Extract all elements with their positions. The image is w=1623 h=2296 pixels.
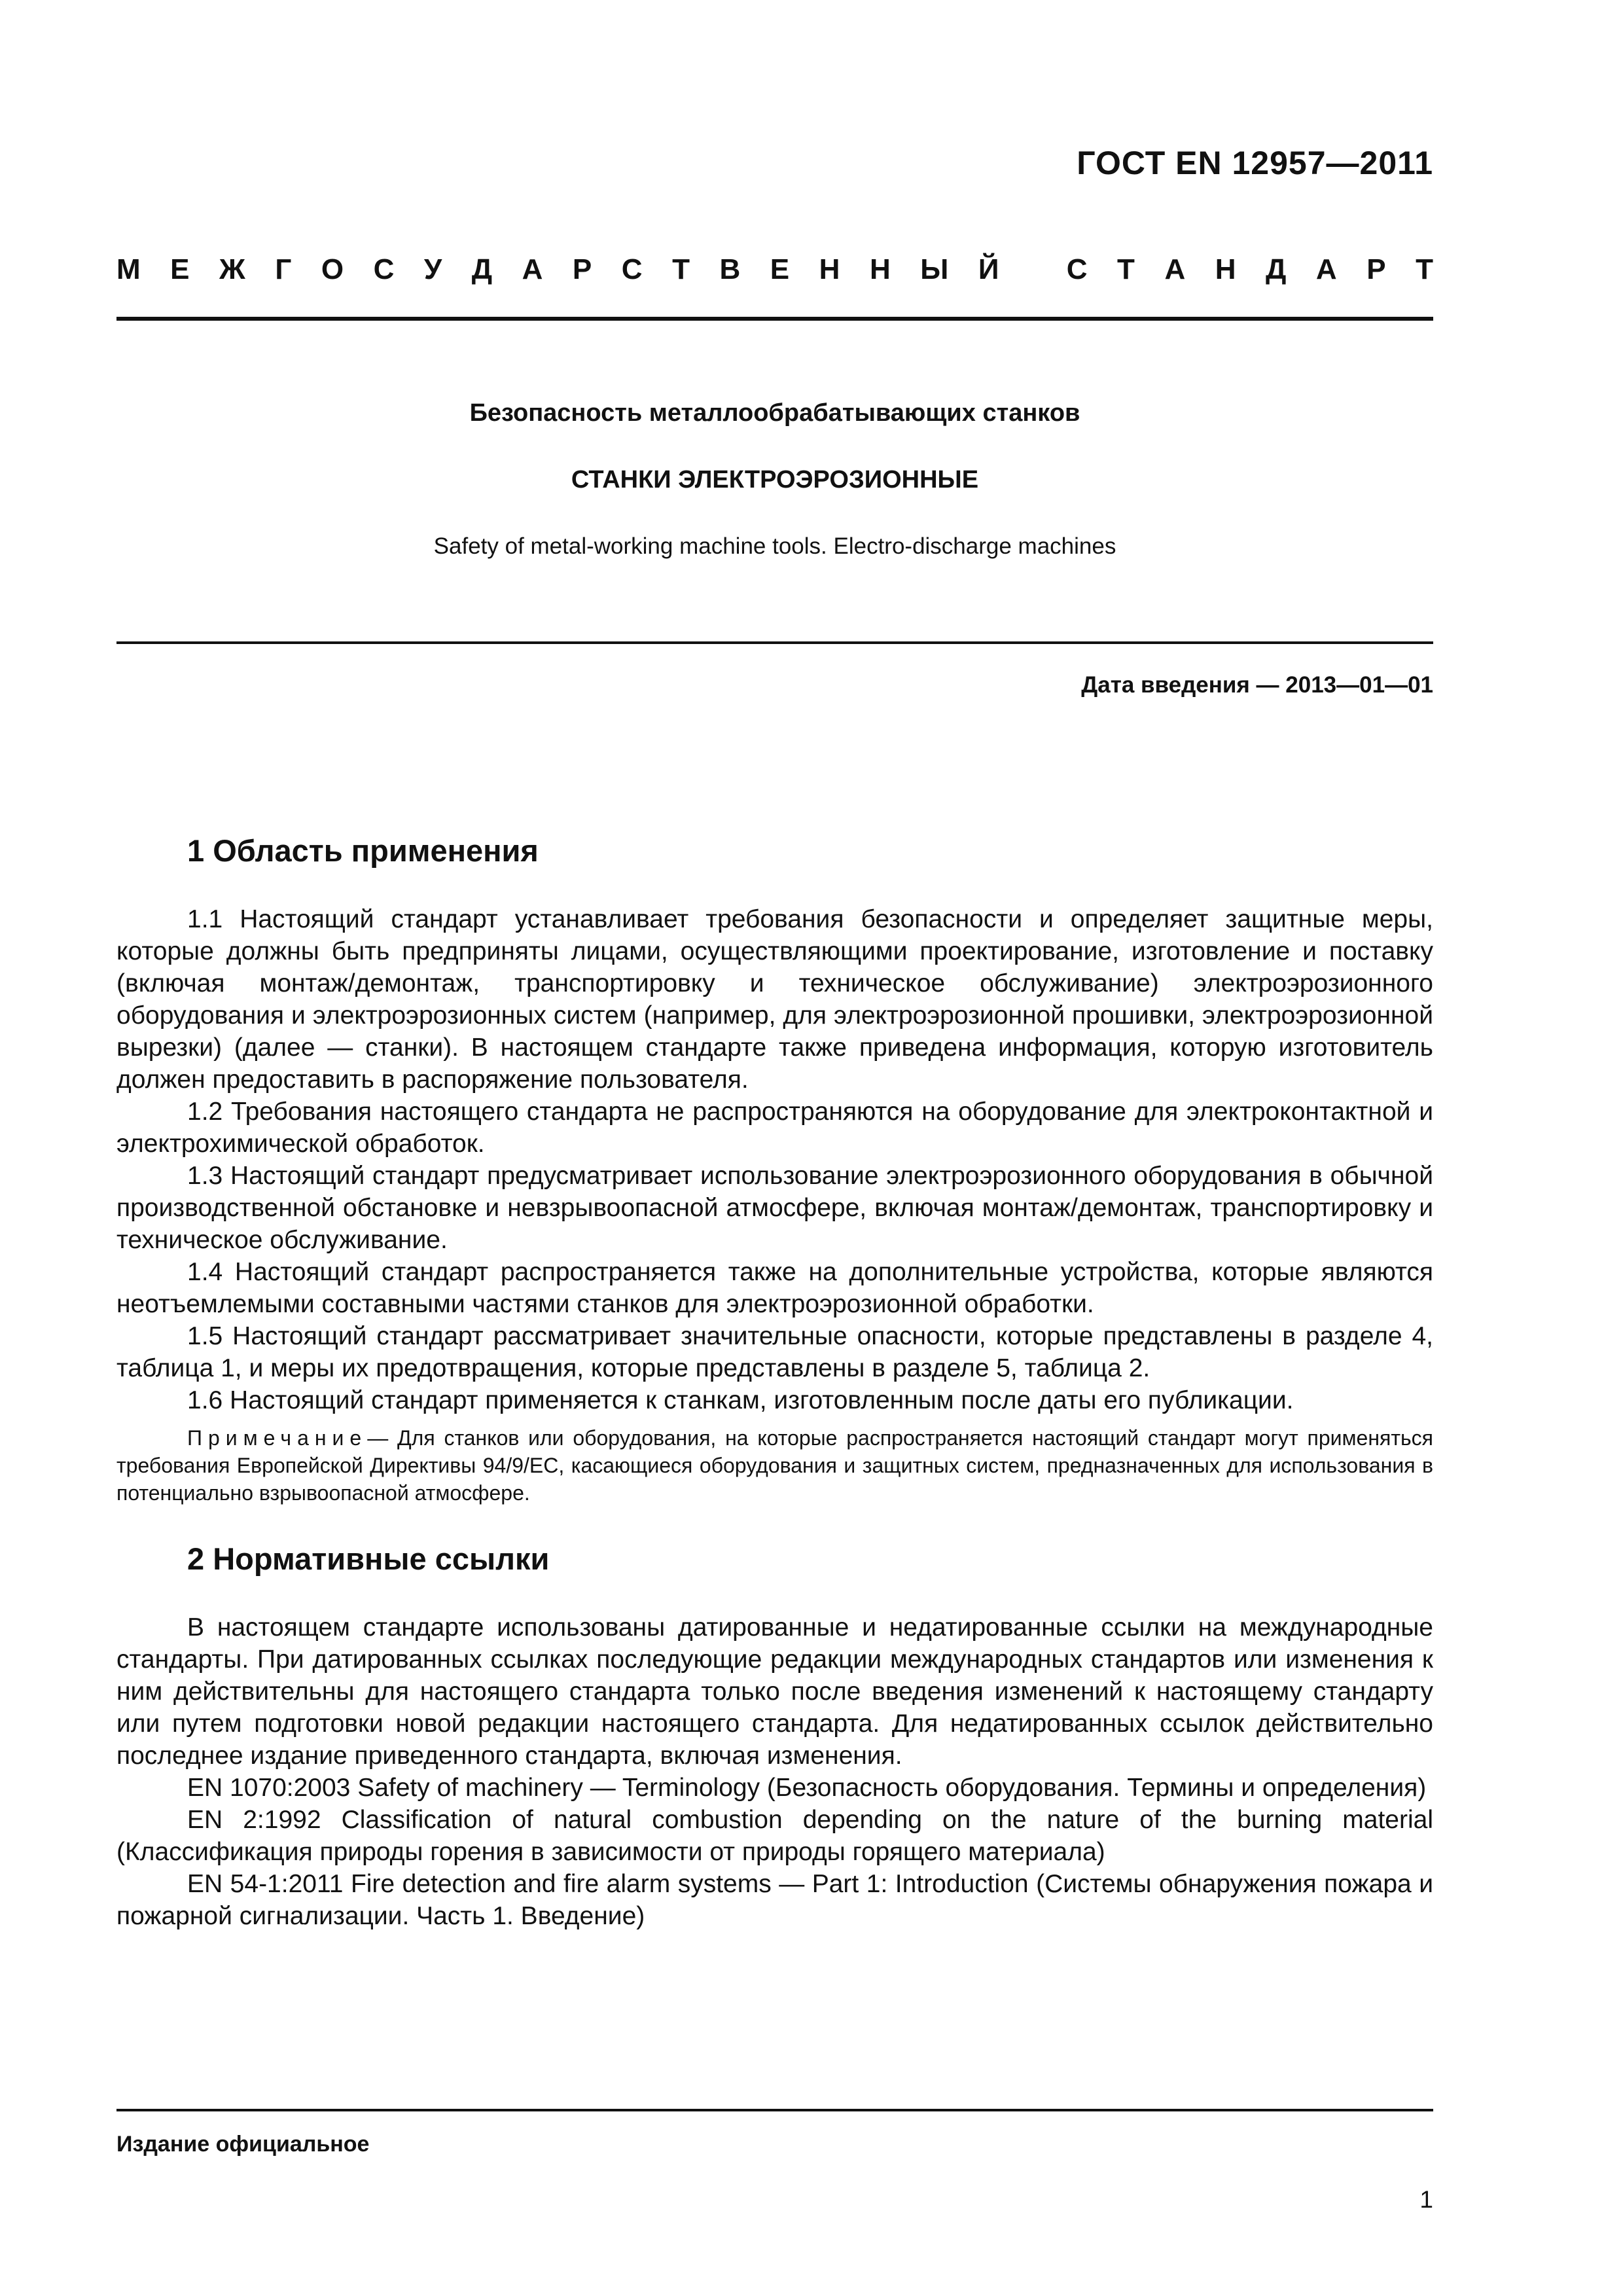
banner-letter: Т xyxy=(1416,253,1433,285)
banner-letter: Н xyxy=(869,253,891,285)
banner-gap xyxy=(1029,253,1037,286)
banner-letter: В xyxy=(719,253,741,285)
banner-letter: Ы xyxy=(920,253,949,285)
banner-letter: М xyxy=(116,253,141,285)
document-code: ГОСТ EN 12957—2011 xyxy=(1077,145,1433,181)
paragraph: 1.6 Настоящий стандарт применяется к станкам, изготовленным после даты его публикации. xyxy=(187,1386,1294,1414)
banner-letter: Т xyxy=(1117,253,1135,285)
header-divider xyxy=(116,317,1433,321)
paragraph: 1.1 Настоящий стандарт устанавливает требования безопасности и определяет защитные меры, которые должны быть предприняты лицами, осуществляющими проектирование, изготовление и поставку (включая монтаж/демонтаж, транспортировку и техническое обслуживание) электроэрозионного оборудования и электроэрозионных систем (например, для электроэрозионной прошивки, электроэрозионной вырезки) (далее — станки). В настоящем стандарте также приведена информация, которую изготовитель должен предоставить в распоряжение пользователя. xyxy=(116,905,1433,1094)
banner-letter: Г xyxy=(275,253,292,285)
banner-letter: Е xyxy=(170,253,190,285)
interstate-standard-banner xyxy=(116,253,1433,286)
banner-letter: Т xyxy=(672,253,690,285)
section-heading: 1 Область применения xyxy=(187,833,539,868)
note xyxy=(116,1424,1433,1507)
paragraph: 1.3 Настоящий стандарт предусматривает использование электроэрозионного оборудования в обычной производственной обстановке и невзрывоопасной атмосфере, включая монтаж/демонтаж, транспортировку и техническое обслуживание. xyxy=(116,1162,1433,1254)
banner-letter: Д xyxy=(1266,253,1287,285)
note-text: — Для станков или оборудования, на которые распространяется настоящий стандарт могут применяться требования Европейской Директивы 94/9/ЕС, касающиеся оборудования и защитных систем, предназначенных для использования в потенциально взрывоопасной атмосфере. xyxy=(116,1426,1433,1505)
reference-item: EN 54-1:2011 Fire detection and fire alarm systems — Part 1: Introduction (Системы обнаружения пожара и пожарной сигнализации. Часть 1. Введение) xyxy=(116,1870,1433,1930)
introduction-date: Дата введения — 2013—01—01 xyxy=(1081,672,1433,698)
paragraph: В настоящем стандарте использованы датированные и недатированные ссылки на международные стандарты. При датированных ссылках последующие редакции международных стандартов или изменения к ним действительны для настоящего стандарта только после введения изменений к настоящему стандарту или путем подготовки новой редакции настоящего стандарта. Для недатированных ссылок действительно последнее издание приведенного стандарта, включая изменения. xyxy=(116,1613,1433,1770)
banner-letter: Й xyxy=(978,253,999,285)
section-scope xyxy=(116,831,1433,1932)
footer-divider xyxy=(116,2109,1433,2111)
official-edition-label: Издание официальное xyxy=(116,2132,370,2157)
note-label: Примечание xyxy=(187,1426,368,1450)
paragraph: 1.2 Требования настоящего стандарта не распространяются на оборудование для электроконтактной и электрохимической обработок. xyxy=(116,1098,1433,1158)
page-number: 1 xyxy=(1419,2186,1433,2213)
title-divider xyxy=(116,641,1433,644)
title-russian: Безопасность металлообрабатывающих станков xyxy=(469,399,1080,427)
banner-letter: О xyxy=(321,253,344,285)
banner-letter: А xyxy=(1164,253,1186,285)
paragraph: 1.4 Настоящий стандарт распространяется также на дополнительные устройства, которые являются неотъемлемыми составными частями станков для электроэрозионной обработки. xyxy=(116,1258,1433,1318)
paragraph: 1.5 Настоящий стандарт рассматривает значительные опасности, которые представлены в разделе 4, таблица 1, и меры их предотвращения, которые представлены в разделе 5, таблица 2. xyxy=(116,1322,1433,1382)
reference-item: EN 2:1992 Classification of natural combustion depending on the nature of the burning material (Классификация природы горения в зависимости от природы горящего материала) xyxy=(116,1806,1433,1866)
banner-letter: Ж xyxy=(219,253,245,285)
banner-letter: С xyxy=(373,253,395,285)
title-russian-caps: СТАНКИ ЭЛЕКТРОЭРОЗИОННЫЕ xyxy=(571,466,979,493)
banner-letter: Н xyxy=(819,253,840,285)
banner-letter: Р xyxy=(572,253,592,285)
banner-letter: А xyxy=(522,253,543,285)
section-heading: 2 Нормативные ссылки xyxy=(187,1541,550,1576)
banner-letter: Н xyxy=(1215,253,1236,285)
banner-letter: С xyxy=(621,253,643,285)
banner-letter: Р xyxy=(1366,253,1386,285)
title-english: Safety of metal-working machine tools. Electro-discharge machines xyxy=(433,533,1116,559)
banner-letter: Д xyxy=(471,253,493,285)
banner-letter: У xyxy=(423,253,442,285)
banner-letter: С xyxy=(1066,253,1088,285)
reference-item: EN 1070:2003 Safety of machinery — Terminology (Безопасность оборудования. Термины и определения) xyxy=(187,1774,1427,1802)
banner-letter: А xyxy=(1315,253,1337,285)
banner-letter: Е xyxy=(770,253,790,285)
